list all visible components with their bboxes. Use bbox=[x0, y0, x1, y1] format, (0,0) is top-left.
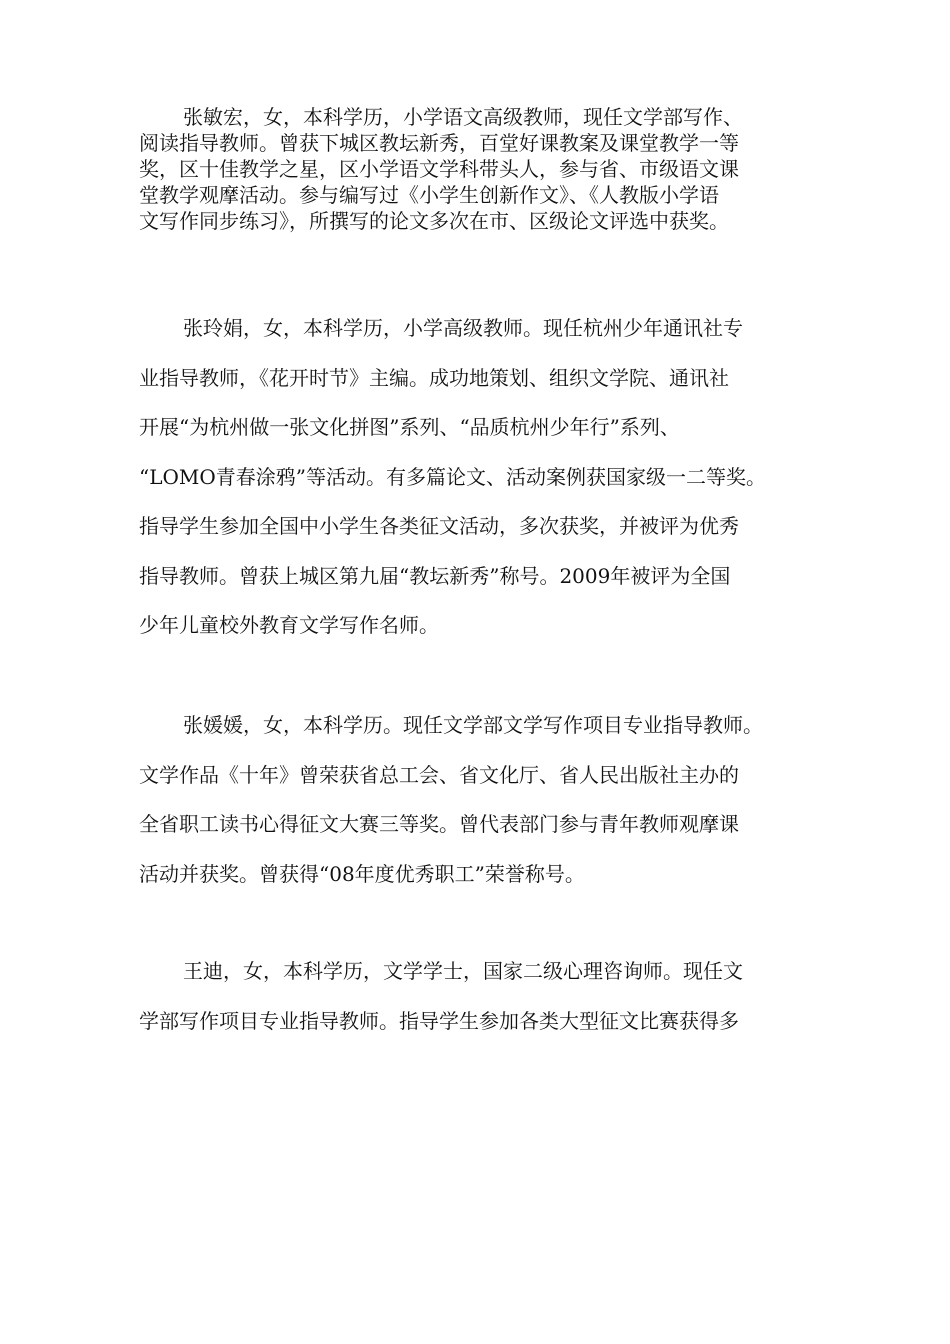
paragraph-line: 张媛媛，女，本科学历。现任文学部文学写作项目专业指导教师。 bbox=[183, 713, 763, 737]
paragraph-line: 活动并获奖。曾获得“08年度优秀职工”荣誉称号。 bbox=[139, 861, 585, 886]
paragraph-line: 学部写作项目专业指导教师。指导学生参加各类大型征文比赛获得多 bbox=[139, 1008, 739, 1033]
paragraph-line: 文写作同步练习》，所撰写的论文多次在市、区级论文评选中获奖。 bbox=[139, 209, 729, 233]
paragraph-line: 指导教师。曾获上城区第九届“教坛新秀”称号。2009年被评为全国 bbox=[139, 563, 731, 588]
bio-paragraph-zhang-minhong bbox=[139, 104, 819, 234]
paragraph-line: 文学作品《十年》曾荣获省总工会、省文化厅、省人民出版社主办的 bbox=[139, 762, 739, 787]
paragraph-line: 阅读指导教师。曾获下城区教坛新秀，百堂好课教案及课堂教学一等 bbox=[139, 131, 739, 155]
bio-paragraph-zhang-lingjuan bbox=[139, 304, 819, 651]
paragraph-line: 奖，区十佳教学之星，区小学语文学科带头人，参与省、市级语文课 bbox=[139, 157, 739, 181]
paragraph-line: “LOMO青春涂鸦”等活动。有多篇论文、活动案例获国家级一二等奖。 bbox=[139, 464, 767, 489]
paragraph-line: 张敏宏，女，本科学历，小学语文高级教师，现任文学部写作、 bbox=[183, 105, 743, 129]
paragraph-line: 王迪，女，本科学历，文学学士，国家二级心理咨询师。现任文 bbox=[183, 959, 743, 983]
paragraph-line: 全省职工读书心得征文大赛三等奖。曾代表部门参与青年教师观摩课 bbox=[139, 812, 739, 836]
paragraph-line: 指导学生参加全国中小学生各类征文活动，多次获奖，并被评为优秀 bbox=[139, 514, 739, 538]
bio-paragraph-zhang-yuanyuan bbox=[139, 701, 819, 899]
paragraph-line: 开展“为杭州做一张文化拼图”系列、“品质杭州少年行”系列、 bbox=[139, 415, 680, 439]
paragraph-line: 堂教学观摩活动。参与编写过《小学生创新作文》、《人教版小学语 bbox=[139, 183, 719, 207]
paragraph-line: 业指导教师，《花开时节》主编。成功地策划、组织文学院、通讯社 bbox=[139, 365, 729, 390]
paragraph-line: 少年儿童校外教育文学写作名师。 bbox=[139, 613, 439, 637]
bio-paragraph-wang-di bbox=[139, 947, 819, 1046]
paragraph-line: 张玲娟，女，本科学历，小学高级教师。现任杭州少年通讯社专 bbox=[183, 316, 743, 340]
